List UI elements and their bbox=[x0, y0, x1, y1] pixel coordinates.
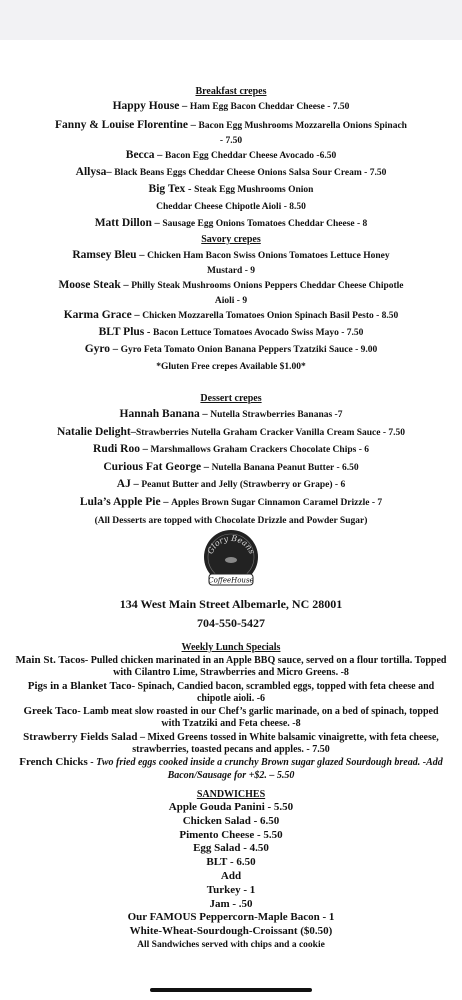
menu-item-big-tex: Big Tex - Steak Egg Mushrooms Onion bbox=[148, 183, 314, 195]
sandwich-bread-option: White-Wheat-Sourdough-Croissant ($0.50) bbox=[129, 925, 333, 938]
menu-item-aj: AJ – Peanut Butter and Jelly (Strawberry or Grape) - 6 bbox=[116, 478, 346, 490]
savory-header: Savory crepes bbox=[201, 234, 261, 245]
sandwich-item: Pimento Cheese - 5.50 bbox=[179, 828, 283, 841]
menu-item-curious-fat-george: Curious Fat George – Nutella Banana Peanut Butter - 6.50 bbox=[103, 461, 359, 473]
menu-item-big-tex-line2: Cheddar Cheese Chipotle Aioli - 8.50 bbox=[156, 202, 306, 212]
lunch-specials-list bbox=[0, 654, 462, 782]
menu-item-fanny-louise: Fanny & Louise Florentine – Bacon Egg Mushrooms Mozzarella Onions Spinach - 7.50 bbox=[55, 119, 407, 146]
address: 134 West Main Street Albemarle, NC 28001 bbox=[119, 597, 343, 611]
menu-item-gyro: Gyro – Gyro Feta Tomato Onion Banana Peppers Tzatziki Sauce - 9.00 bbox=[84, 343, 378, 355]
menu-item-ramsey-bleu: Ramsey Bleu – Chicken Ham Bacon Swiss Onions Tomatoes Lettuce Honey Mustard - 9 bbox=[72, 249, 390, 276]
menu-item-rudi-roo: Rudi Roo – Marshmallows Graham Crackers Chocolate Chips - 6 bbox=[93, 443, 369, 455]
sandwich-note: All Sandwiches served with chips and a cookie bbox=[137, 939, 325, 950]
sandwich-list bbox=[0, 801, 462, 953]
dessert-note: (All Desserts are topped with Chocolate Drizzle and Powder Sugar) bbox=[94, 516, 368, 526]
sandwich-item: BLT - 6.50 bbox=[206, 856, 256, 869]
home-indicator[interactable] bbox=[150, 988, 312, 992]
sandwich-addon: Our FAMOUS Peppercorn-Maple Bacon - 1 bbox=[127, 911, 335, 924]
menu-item-becca: Becca – Bacon Egg Cheddar Cheese Avocado -6.50 bbox=[125, 149, 337, 161]
status-bar bbox=[0, 0, 462, 40]
menu-item-allysa: Allysa– Black Beans Eggs Cheddar Cheese Onions Salsa Sour Cream - 7.50 bbox=[75, 166, 387, 178]
lunch-item-french-chicks: French Chicks - Two fried eggs cooked inside a crunchy Brown sugar glazed Sourdough bread. -Add Bacon/Sausage for +$2. – 5.50 bbox=[19, 756, 443, 781]
breakfast-header: Breakfast crepes bbox=[195, 86, 267, 97]
gluten-free-note: *Gluten Free crepes Available $1.00* bbox=[156, 362, 306, 372]
phone-number: 704-550-5427 bbox=[197, 616, 265, 630]
lunch-item-greek-taco: Greek Taco- Lamb meat slow roasted in our Chef’s garlic marinade, on a bed of spinach, topped with Tzatziki and Feta cheese. -8 bbox=[23, 705, 439, 730]
lunch-header: Weekly Lunch Specials bbox=[181, 642, 281, 653]
sandwich-item: Apple Gouda Panini - 5.50 bbox=[168, 801, 294, 813]
sandwich-add-label: Add bbox=[220, 869, 242, 882]
sandwiches-header: SANDWICHES bbox=[196, 789, 266, 800]
menu-item-blt-plus: BLT Plus - Bacon Lettuce Tomatoes Avocado Swiss Mayo - 7.50 bbox=[98, 326, 364, 338]
lunch-item-strawberry-fields: Strawberry Fields Salad – Mixed Greens tossed in White balsamic vinaigrette, with feta cheese, strawberries, toasted pecans and apples. - 7.50 bbox=[23, 730, 439, 756]
menu-item-lulas-apple-pie: Lula’s Apple Pie – Apples Brown Sugar Cinnamon Caramel Drizzle - 7 bbox=[79, 496, 383, 508]
logo-bottom-text: CoffeeHouse bbox=[208, 576, 254, 585]
menu-item-happy-house: Happy House – Ham Egg Bacon Cheddar Cheese - 7.50 bbox=[112, 100, 350, 112]
menu-item-natalie-delight: Natalie Delight–Strawberries Nutella Graham Cracker Vanilla Cream Sauce - 7.50 bbox=[56, 426, 406, 438]
menu-item-moose-steak: Moose Steak – Philly Steak Mushrooms Onions Peppers Cheddar Cheese Chipotle Aioli - 9 bbox=[58, 279, 404, 306]
sandwich-item: Egg Salad - 4.50 bbox=[193, 842, 269, 855]
logo-top-text: Glory Beans bbox=[205, 533, 257, 556]
sandwich-addon: Jam - .50 bbox=[209, 897, 253, 910]
dessert-header: Dessert crepes bbox=[200, 393, 262, 404]
sandwich-item: Chicken Salad - 6.50 bbox=[182, 814, 280, 827]
coffeehouse-logo bbox=[197, 527, 265, 593]
menu-item-karma-grace: Karma Grace – Chicken Mozzarella Tomatoes Onion Spinach Basil Pesto - 8.50 bbox=[63, 309, 399, 321]
menu-item-matt-dillon: Matt Dillon – Sausage Egg Onions Tomatoes Cheddar Cheese - 8 bbox=[94, 217, 368, 229]
lunch-item-pigs-in-a-blanket: Pigs in a Blanket Taco- Spinach, Candied bacon, scrambled eggs, topped with feta cheese and chipotle aioli. -6 bbox=[27, 679, 435, 704]
sandwich-addon: Turkey - 1 bbox=[206, 883, 256, 896]
menu-item-hannah-banana: Hannah Banana – Nutella Strawberries Bananas -7 bbox=[119, 408, 343, 420]
lunch-item-main-st-tacos: Main St. Tacos- Pulled chicken marinated in an Apple BBQ sauce, served on a flour tortilla. Topped with Cilantro Lime, Strawberries and Micro Greens. -8 bbox=[15, 654, 447, 679]
